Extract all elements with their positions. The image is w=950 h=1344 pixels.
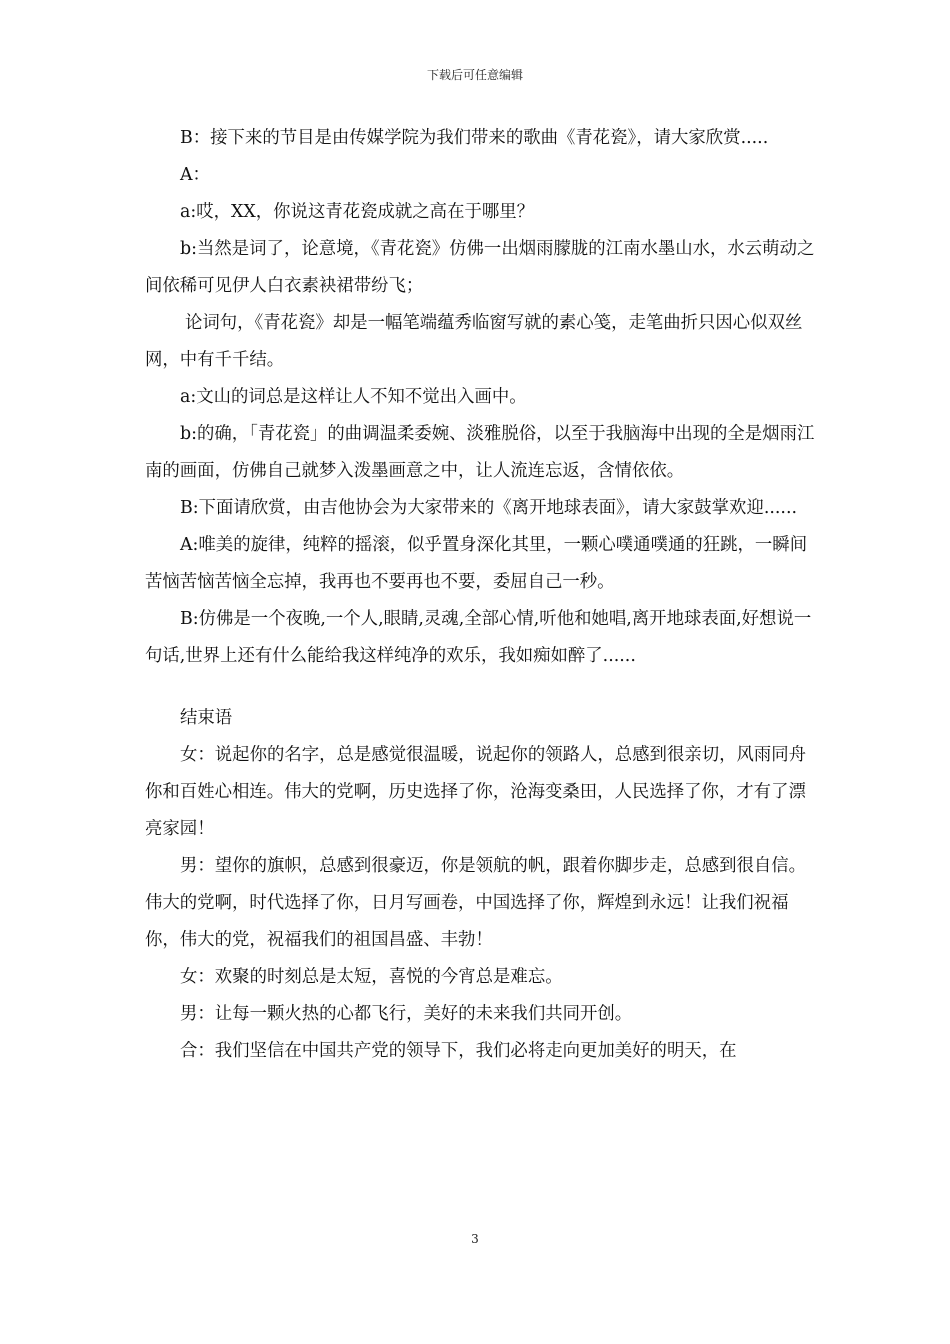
- paragraph: a:文山的词总是这样让人不知不觉出入画中。: [180, 387, 527, 407]
- page-header: 下载后可任意编辑: [426, 68, 523, 82]
- paragraph: B：接下来的节目是由传媒学院为我们带来的歌曲《青花瓷》，请大家欣赏.....: [180, 128, 769, 148]
- paragraph: A：: [180, 165, 210, 185]
- section-heading: 结束语: [180, 708, 233, 728]
- paragraph: 女：欢聚的时刻总是太短，喜悦的今宵总是难忘。: [180, 967, 563, 987]
- paragraph: 女：说起你的名字，总是感觉很温暖，说起你的领路人，总感到很亲切，风雨同舟你和百姓心相连。伟大的党啊，历史选择了你，沧海变桑田，人民选择了你，才有了漂亮家园！: [145, 745, 807, 839]
- paragraph: a:哎，XX，你说这青花瓷成就之高在于哪里？: [180, 202, 535, 222]
- paragraph: b:的确，「青花瓷」的曲调温柔委婉、淡雅脱俗，以至于我脑海中出现的全是烟雨江南的画面，仿佛自己就梦入泼墨画意之中，让人流连忘返，含情依依。: [145, 424, 815, 481]
- page-number: 3: [471, 1232, 479, 1246]
- paragraph: 论词句，《青花瓷》却是一幅笔端蕴秀临窗写就的素心笺，走笔曲折只因心似双丝网，中有千千结。: [145, 313, 803, 370]
- document-body: [145, 120, 815, 1070]
- paragraph: B:仿佛是一个夜晚,一个人,眼睛,灵魂,全部心情,听他和她唱,离开地球表面,好想说一句话,世界上还有什么能给我这样纯净的欢乐，我如痴如醉了......: [145, 609, 812, 666]
- paragraph: b:当然是词了，论意境，《青花瓷》仿佛一出烟雨朦胧的江南水墨山水，水云萌动之间依稀可见伊人白衣素袂裙带纷飞；: [145, 239, 815, 296]
- paragraph: 男：让每一颗火热的心都飞行，美好的未来我们共同开创。: [180, 1004, 633, 1024]
- paragraph: 合：我们坚信在中国共产党的领导下，我们必将走向更加美好的明天，在: [180, 1041, 737, 1061]
- paragraph: B:下面请欣赏，由吉他协会为大家带来的《离开地球表面》，请大家鼓掌欢迎......: [180, 498, 798, 518]
- paragraph: 男：望你的旗帜，总感到很豪迈，你是领航的帆，跟着你脚步走，总感到很自信。伟大的党啊，时代选择了你，日月写画卷，中国选择了你，辉煌到永远！让我们祝福你，伟大的党，祝福我们的祖国昌盛、丰勃！: [145, 856, 807, 950]
- section-gap: [145, 675, 815, 700]
- paragraph: A:唯美的旋律，纯粹的摇滚，似乎置身深化其里，一颗心噗通噗通的狂跳，一瞬间苦恼苦恼苦恼全忘掉，我再也不要再也不要，委屈自己一秒。: [145, 535, 808, 592]
